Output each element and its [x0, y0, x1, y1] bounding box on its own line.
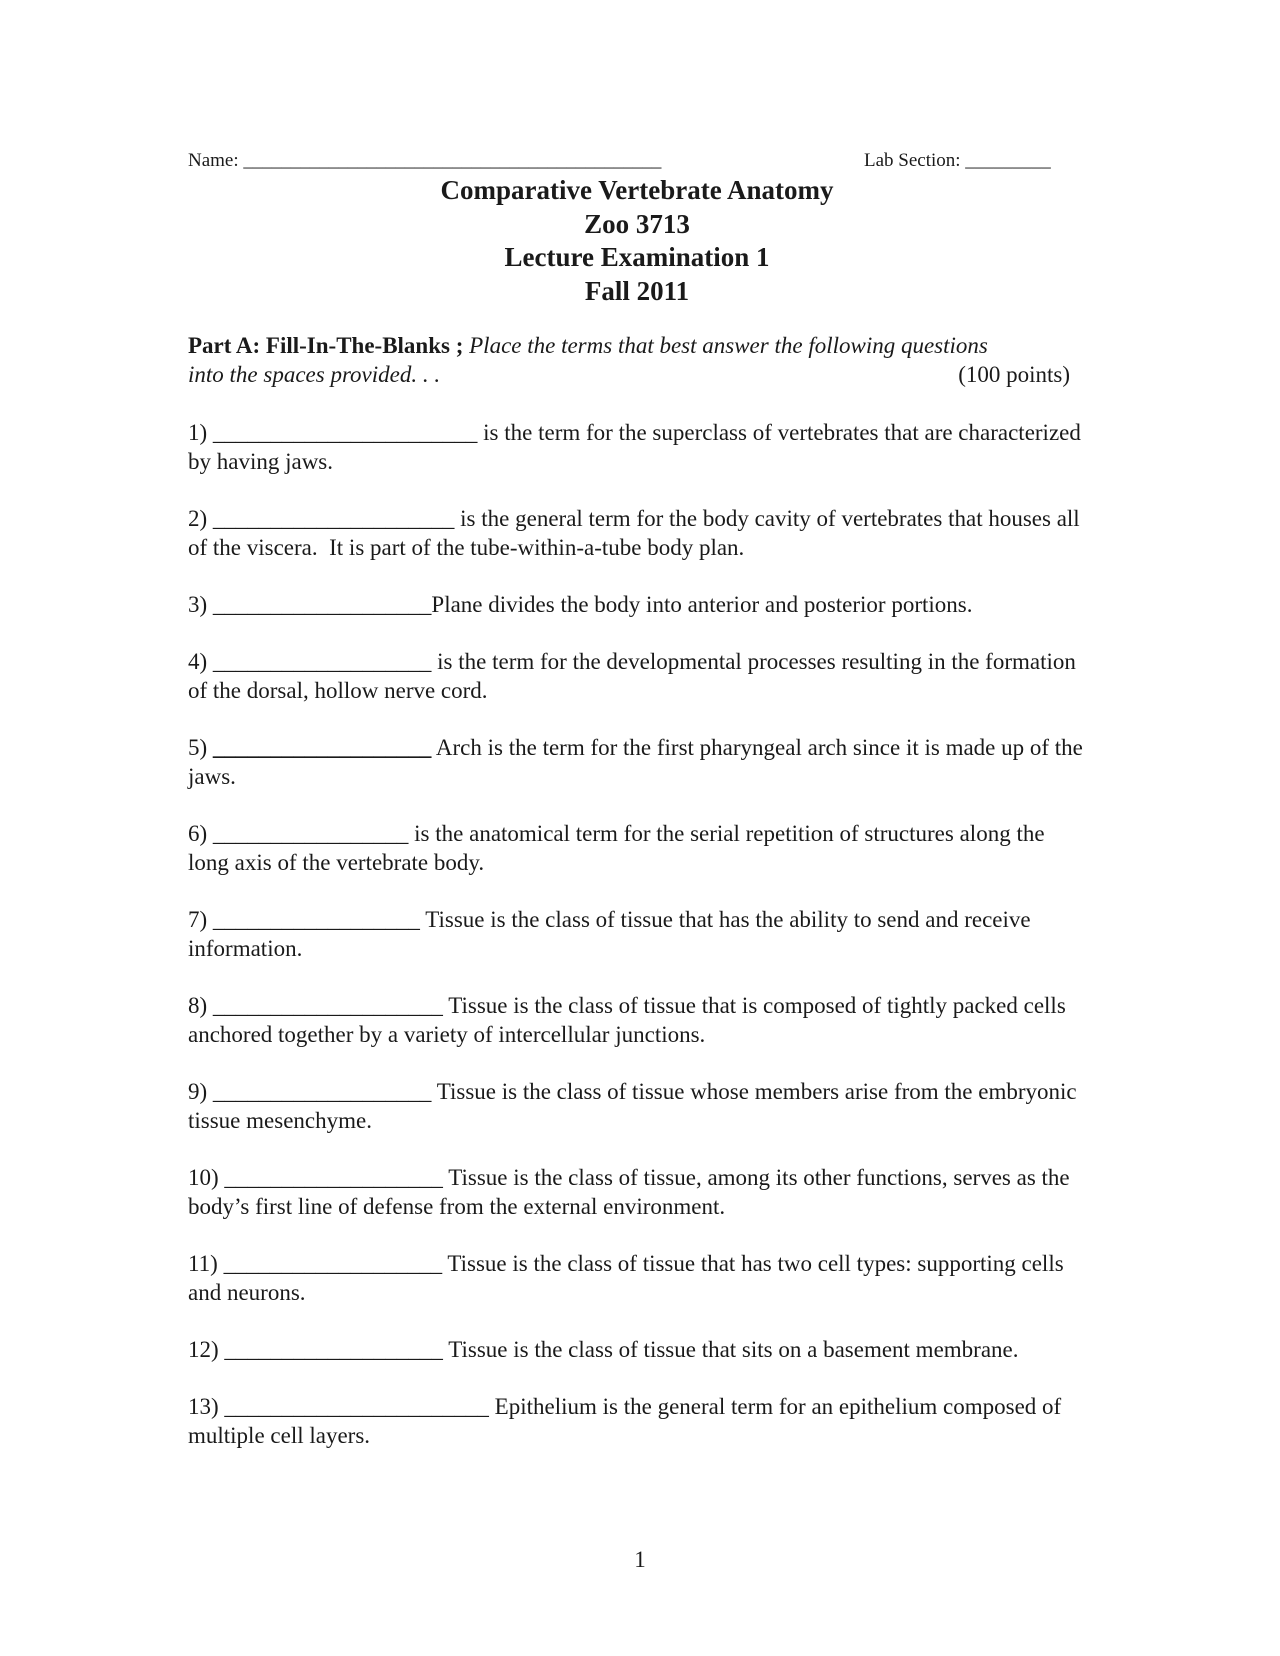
question-text: Arch is the term for the first pharyngeal arch since it is made up of the jaws. — [188, 735, 1089, 789]
question-8 — [188, 991, 1088, 1049]
course-code: Zoo 3713 — [584, 208, 690, 239]
question-number: 2) — [188, 506, 213, 531]
question-list — [188, 418, 1088, 1478]
answer-blank[interactable]: _______________________ — [224, 1394, 489, 1419]
question-11 — [188, 1249, 1088, 1307]
question-3 — [188, 590, 1088, 619]
question-text: Plane divides the body into anterior and posterior portions. — [431, 592, 973, 617]
question-number: 9) — [188, 1079, 213, 1104]
answer-blank[interactable]: ___________________ — [212, 1079, 432, 1104]
name-field[interactable]: Name: ____________________________________________ — [188, 150, 662, 171]
answer-blank[interactable]: _________________ — [212, 821, 409, 846]
question-number: 6) — [188, 821, 213, 846]
question-number: 10) — [188, 1165, 225, 1190]
answer-blank[interactable]: ___________________ — [224, 1337, 443, 1362]
question-number: 7) — [188, 907, 213, 932]
question-1 — [188, 418, 1088, 476]
question-number: 12) — [188, 1337, 225, 1362]
student-info-line — [188, 150, 1078, 174]
question-text: is the term for the developmental processes resulting in the formation of the dorsal, hollow nerve cord. — [188, 649, 1082, 703]
question-5 — [188, 733, 1088, 791]
question-6 — [188, 819, 1088, 877]
question-7 — [188, 905, 1088, 963]
page-number: 1 — [634, 1547, 646, 1572]
question-2 — [188, 504, 1088, 562]
question-number: 1) — [188, 420, 213, 445]
question-number: 8) — [188, 993, 213, 1018]
question-12 — [188, 1335, 1088, 1364]
answer-blank[interactable]: ____________________ — [212, 993, 443, 1018]
part-a-instruction-line2: into the spaces provided. . . — [188, 362, 441, 387]
answer-blank[interactable]: ___________________ — [223, 1251, 443, 1276]
question-text: is the anatomical term for the serial repetition of structures along the long axis of the vertebrate body. — [188, 821, 1051, 875]
answer-blank[interactable]: ___________________ — [212, 735, 432, 760]
answer-blank[interactable]: ___________________ — [224, 1165, 443, 1190]
course-title: Comparative Vertebrate Anatomy — [440, 175, 834, 205]
question-text: is the general term for the body cavity of vertebrates that houses all of the viscera. It is part of the tube-within-a-tube body plan. — [188, 506, 1086, 560]
answer-blank[interactable]: _______________________ — [212, 420, 478, 445]
question-number: 3) — [188, 592, 213, 617]
exam-term: Fall 2011 — [584, 275, 690, 306]
part-a-points: (100 points) — [958, 362, 1070, 387]
question-10 — [188, 1163, 1088, 1221]
question-text: Tissue is the class of tissue that sits on a basement membrane. — [442, 1337, 1019, 1362]
part-a-instruction-line1: Place the terms that best answer the following questions — [463, 333, 988, 358]
exam-title-block — [188, 174, 1086, 308]
question-9 — [188, 1077, 1088, 1135]
answer-blank[interactable]: _____________________ — [212, 506, 455, 531]
question-text: Tissue is the class of tissue that has two cell types: supporting cells and neurons. — [188, 1251, 1070, 1305]
question-text: Tissue is the class of tissue that is composed of tightly packed cells anchored together by a variety of intercellular junctions. — [188, 993, 1072, 1047]
question-number: 4) — [188, 649, 213, 674]
question-number: 5) — [188, 735, 213, 760]
exam-title: Lecture Examination 1 — [504, 242, 770, 272]
question-number: 11) — [188, 1251, 224, 1276]
question-number: 13) — [188, 1394, 225, 1419]
question-text: Tissue is the class of tissue whose members arise from the embryonic tissue mesenchyme. — [188, 1079, 1083, 1133]
question-text: Tissue is the class of tissue, among its other functions, serves as the body’s first line of defense from the external environment. — [188, 1165, 1076, 1219]
part-a-heading: Part A: Fill-In-The-Blanks ; — [188, 333, 464, 358]
answer-blank[interactable]: __________________ — [212, 907, 420, 932]
question-4 — [188, 647, 1088, 705]
answer-blank[interactable]: ___________________ — [212, 592, 432, 617]
lab-section-field[interactable]: Lab Section: _________ — [864, 150, 1051, 171]
question-text: Epithelium is the general term for an epithelium composed of multiple cell layers. — [188, 1394, 1067, 1448]
answer-blank[interactable]: ___________________ — [212, 649, 432, 674]
question-text: Tissue is the class of tissue that has the ability to send and receive information. — [188, 907, 1037, 961]
part-a-instructions — [188, 331, 1070, 389]
question-13 — [188, 1392, 1088, 1450]
question-text: is the term for the superclass of vertebrates that are characterized by having jaws. — [188, 420, 1087, 474]
